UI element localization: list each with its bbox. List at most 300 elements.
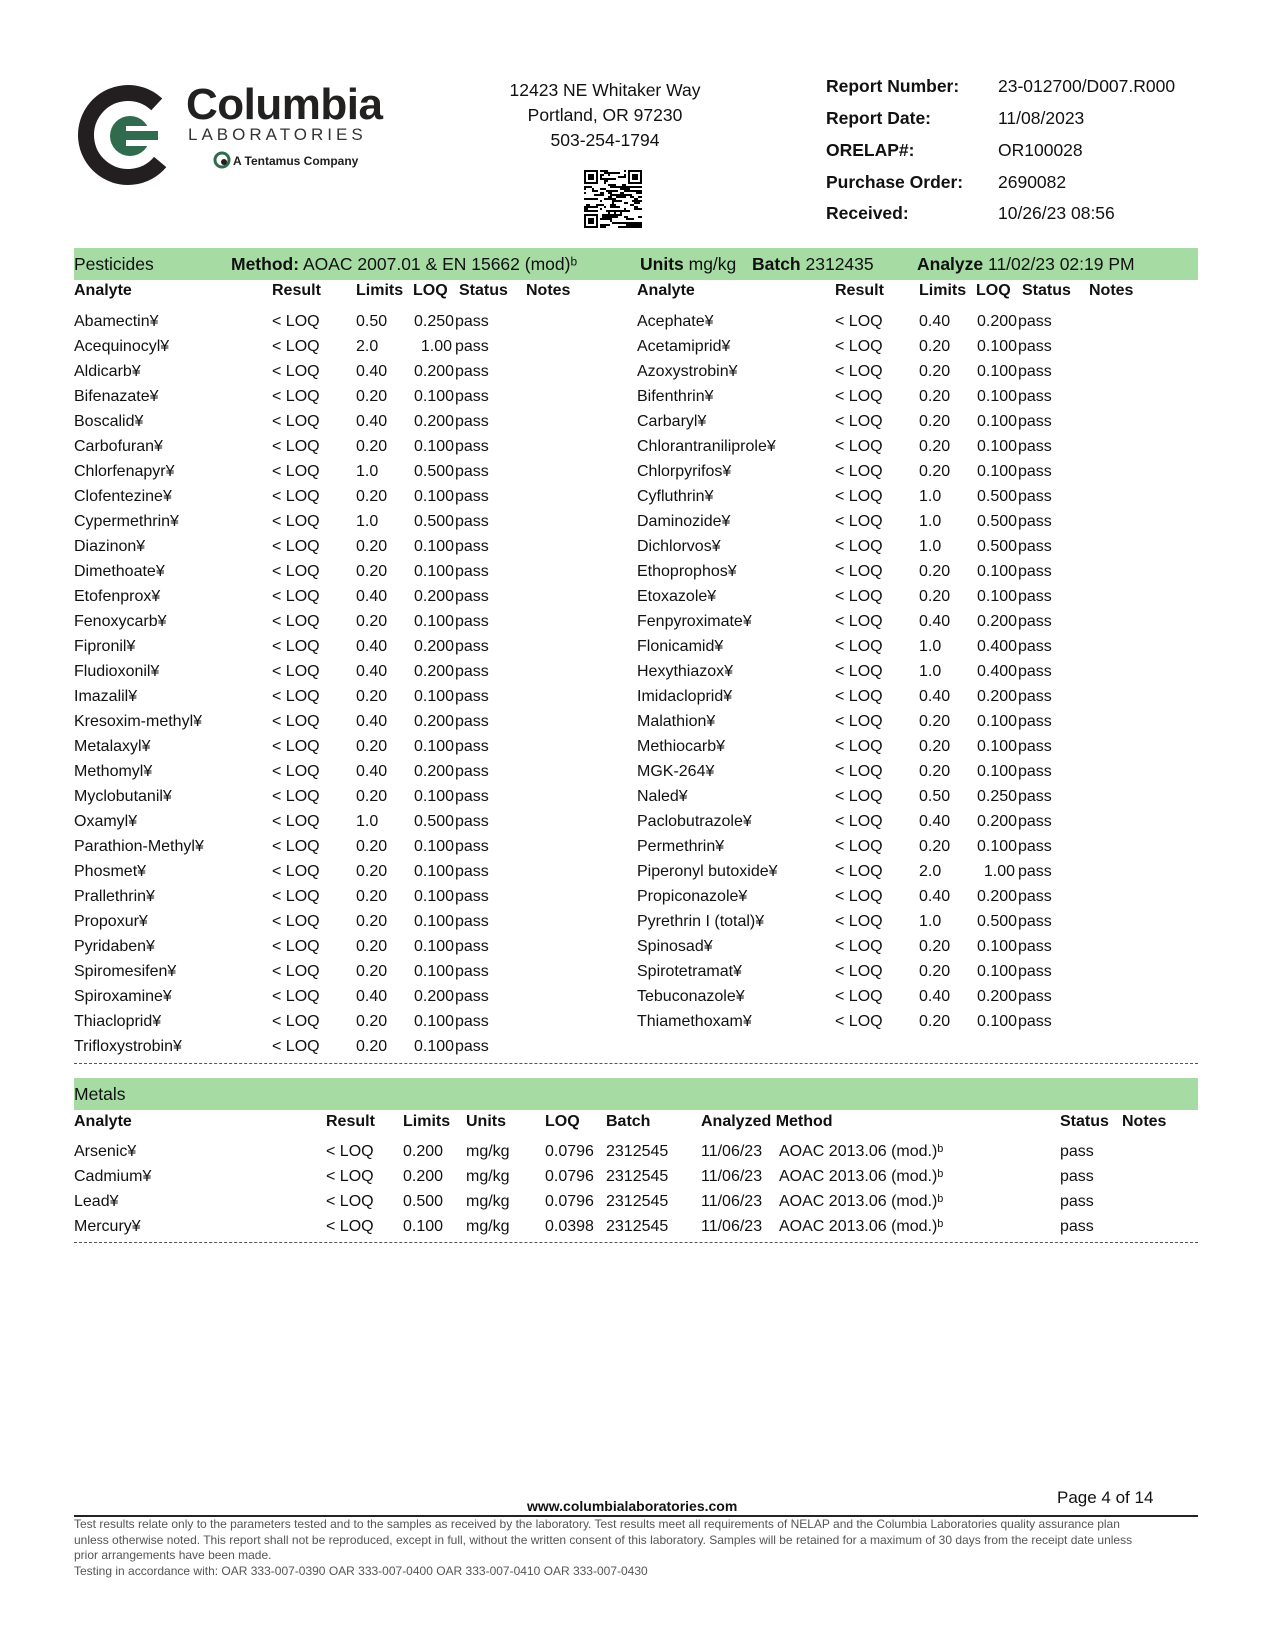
analyte-name: Malathion¥	[637, 713, 716, 730]
result-value: < LOQ	[835, 838, 883, 855]
limit-value: 0.20	[356, 1013, 388, 1030]
analyte-name: Permethrin¥	[637, 838, 725, 855]
limit-value: 0.20	[919, 563, 951, 580]
loq-value: 0.100	[414, 913, 455, 930]
status-value: pass	[455, 638, 489, 655]
loq-value: 0.200	[414, 363, 455, 380]
result-value: < LOQ	[272, 463, 320, 480]
col-header-status: Status	[459, 282, 508, 299]
loq-value: 0.100	[414, 888, 455, 905]
analyte-name: Naled¥	[637, 788, 688, 805]
analyte-name: Spiroxamine¥	[74, 988, 172, 1005]
analyte-name: Pyridaben¥	[74, 938, 155, 955]
result-value: < LOQ	[835, 938, 883, 955]
analyte-name: Spirotetramat¥	[637, 963, 742, 980]
limit-value: 0.20	[356, 888, 388, 905]
loq-value: 0.500	[977, 488, 1018, 505]
section-title: Metals	[74, 1084, 126, 1104]
units-value: mg/kg	[466, 1168, 510, 1185]
analyte-name: Clofentezine¥	[74, 488, 172, 505]
result-value: < LOQ	[326, 1168, 374, 1185]
analyte-name: Trifloxystrobin¥	[74, 1038, 182, 1055]
method-info	[231, 254, 577, 275]
col-header-result: Result	[326, 1113, 375, 1130]
status-value: pass	[1060, 1218, 1094, 1235]
result-value: < LOQ	[835, 613, 883, 630]
limit-value: 1.0	[356, 813, 379, 830]
status-value: pass	[1018, 413, 1052, 430]
loq-value: 0.200	[414, 638, 455, 655]
result-value: < LOQ	[835, 388, 883, 405]
analyte-name: Fipronil¥	[74, 638, 136, 655]
analyte-name: Lead¥	[74, 1193, 119, 1210]
batch-info	[752, 254, 874, 275]
analyte-name: Tebuconazole¥	[637, 988, 745, 1005]
limit-value: 0.20	[919, 963, 951, 980]
limit-value: 0.200	[403, 1168, 444, 1185]
report-number-value: 23-012700/D007.R000	[998, 76, 1176, 96]
disclaimer-line: Testing in accordance with: OAR 333-007-0390 OAR 333-007-0400 OAR 333-007-0410 OAR 333-007-0430	[74, 1563, 648, 1578]
limit-value: 0.20	[919, 738, 951, 755]
col-header-status: Status	[1060, 1113, 1109, 1130]
analyte-name: Propiconazole¥	[637, 888, 748, 905]
analyte-name: Metalaxyl¥	[74, 738, 151, 755]
loq-value: 0.0796	[545, 1143, 594, 1160]
status-value: pass	[1060, 1168, 1094, 1185]
analyte-name: Acequinocyl¥	[74, 338, 170, 355]
status-value: pass	[455, 363, 489, 380]
loq-value: 1.00	[983, 863, 1015, 880]
result-value: < LOQ	[835, 538, 883, 555]
status-value: pass	[1018, 813, 1052, 830]
analyte-name: Boscalid¥	[74, 413, 144, 430]
analyte-name: Phosmet¥	[74, 863, 147, 880]
section-divider	[74, 1063, 1198, 1064]
result-value: < LOQ	[272, 838, 320, 855]
section-title: Pesticides	[74, 254, 154, 274]
result-value: < LOQ	[835, 788, 883, 805]
analyte-name: MGK-264¥	[637, 763, 715, 780]
status-value: pass	[455, 338, 489, 355]
received-value: 10/26/23 08:56	[998, 203, 1115, 223]
method-value: AOAC 2007.01 & EN 15662 (mod)ᵇ	[302, 254, 578, 274]
analyte-name: Etofenprox¥	[74, 588, 161, 605]
col-header-analyzed-method: Analyzed Method	[701, 1113, 833, 1130]
status-value: pass	[1018, 738, 1052, 755]
loq-value: 0.200	[414, 763, 455, 780]
analyte-name: Arsenic¥	[74, 1143, 137, 1160]
metals-section-bar	[74, 1078, 1198, 1110]
status-value: pass	[455, 963, 489, 980]
col-header-loq: LOQ	[413, 282, 448, 299]
status-value: pass	[455, 613, 489, 630]
loq-value: 0.100	[977, 1013, 1018, 1030]
limit-value: 0.20	[919, 388, 951, 405]
disclaimer-line: prior arrangements have been made.	[74, 1548, 272, 1562]
status-value: pass	[455, 713, 489, 730]
batch-label: Batch	[752, 254, 801, 274]
col-header-result: Result	[835, 282, 884, 299]
page-number: Page 4 of 14	[1057, 1488, 1154, 1507]
loq-value: 0.200	[977, 988, 1018, 1005]
loq-value: 0.0398	[545, 1218, 594, 1235]
analyte-name: Cyfluthrin¥	[637, 488, 714, 505]
status-value: pass	[455, 738, 489, 755]
limit-value: 0.40	[919, 613, 951, 630]
units-value: mg/kg	[466, 1143, 510, 1160]
status-value: pass	[1018, 388, 1052, 405]
loq-value: 0.500	[977, 913, 1018, 930]
status-value: pass	[455, 838, 489, 855]
disclaimer	[74, 1517, 1198, 1579]
col-header-notes: Notes	[1089, 282, 1134, 299]
pesticides-section-bar	[74, 248, 1198, 280]
limit-value: 2.0	[356, 338, 379, 355]
result-value: < LOQ	[835, 438, 883, 455]
result-value: < LOQ	[272, 1038, 320, 1055]
analyte-name: Spinosad¥	[637, 938, 713, 955]
loq-value: 0.400	[977, 638, 1018, 655]
result-value: < LOQ	[326, 1143, 374, 1160]
result-value: < LOQ	[272, 988, 320, 1005]
analyte-name: Spiromesifen¥	[74, 963, 177, 980]
analyte-name: Pyrethrin I (total)¥	[637, 913, 765, 930]
analyte-name: Methiocarb¥	[637, 738, 726, 755]
loq-value: 0.100	[977, 938, 1018, 955]
limit-value: 0.50	[356, 313, 388, 330]
loq-value: 0.400	[977, 663, 1018, 680]
purchase-order-label: Purchase Order:	[826, 172, 964, 192]
limit-value: 0.40	[919, 888, 951, 905]
analyzed-date: 11/06/23	[701, 1168, 763, 1185]
limit-value: 0.40	[356, 763, 388, 780]
batch-value: 2312545	[606, 1143, 669, 1160]
limit-value: 1.0	[356, 513, 379, 530]
loq-value: 0.100	[414, 938, 455, 955]
loq-value: 0.250	[977, 788, 1018, 805]
status-value: pass	[455, 513, 489, 530]
result-value: < LOQ	[272, 813, 320, 830]
analyze-info	[917, 254, 1135, 275]
loq-value: 0.200	[977, 313, 1018, 330]
loq-value: 0.200	[414, 988, 455, 1005]
limit-value: 0.20	[356, 863, 388, 880]
analyzed-date: 11/06/23	[701, 1218, 763, 1235]
analyte-name: Acephate¥	[637, 313, 714, 330]
limit-value: 0.40	[356, 988, 388, 1005]
analyte-name: Paclobutrazole¥	[637, 813, 752, 830]
limit-value: 0.20	[919, 463, 951, 480]
result-value: < LOQ	[272, 938, 320, 955]
status-value: pass	[455, 413, 489, 430]
analyte-name: Mercury¥	[74, 1218, 141, 1235]
result-value: < LOQ	[272, 313, 320, 330]
col-header-result: Result	[272, 282, 321, 299]
analyte-name: Chlorfenapyr¥	[74, 463, 175, 480]
loq-value: 0.100	[414, 863, 455, 880]
result-value: < LOQ	[835, 713, 883, 730]
status-value: pass	[455, 463, 489, 480]
units-value: mg/kg	[688, 254, 737, 274]
col-header-loq: LOQ	[545, 1113, 580, 1130]
limit-value: 0.20	[356, 788, 388, 805]
limit-value: 0.20	[356, 613, 388, 630]
loq-value: 0.100	[414, 788, 455, 805]
result-value: < LOQ	[272, 363, 320, 380]
limit-value: 0.20	[919, 838, 951, 855]
limit-value: 0.20	[356, 538, 388, 555]
result-value: < LOQ	[272, 788, 320, 805]
loq-value: 0.200	[414, 413, 455, 430]
loq-value: 0.100	[414, 838, 455, 855]
result-value: < LOQ	[835, 638, 883, 655]
status-value: pass	[1018, 613, 1052, 630]
website-link[interactable]: www.columbialaboratories.com	[527, 1498, 738, 1514]
limit-value: 0.20	[919, 713, 951, 730]
analyte-name: Prallethrin¥	[74, 888, 155, 905]
status-value: pass	[455, 438, 489, 455]
col-header-analyte: Analyte	[74, 282, 132, 299]
status-value: pass	[1018, 938, 1052, 955]
report-date-label: Report Date:	[826, 108, 932, 128]
status-value: pass	[455, 813, 489, 830]
result-value: < LOQ	[272, 563, 320, 580]
loq-value: 0.200	[414, 588, 455, 605]
loq-value: 0.100	[977, 963, 1018, 980]
limit-value: 0.20	[919, 588, 951, 605]
loq-value: 0.100	[977, 738, 1018, 755]
analyze-value: 11/02/23 02:19 PM	[988, 254, 1135, 274]
loq-value: 0.100	[414, 388, 455, 405]
analyte-name: Imidacloprid¥	[637, 688, 733, 705]
result-value: < LOQ	[835, 363, 883, 380]
tentamus-icon	[213, 150, 231, 170]
result-value: < LOQ	[835, 688, 883, 705]
limit-value: 0.40	[356, 413, 388, 430]
result-value: < LOQ	[272, 613, 320, 630]
purchase-order-value: 2690082	[998, 172, 1067, 192]
loq-value: 0.100	[977, 563, 1018, 580]
section-divider	[74, 1242, 1198, 1243]
batch-value: 2312545	[606, 1168, 669, 1185]
result-value: < LOQ	[835, 813, 883, 830]
status-value: pass	[455, 488, 489, 505]
analyte-name: Chlorpyrifos¥	[637, 463, 732, 480]
status-value: pass	[1018, 1013, 1052, 1030]
company-logo	[78, 80, 408, 190]
status-value: pass	[1018, 963, 1052, 980]
analyte-name: Piperonyl butoxide¥	[637, 863, 778, 880]
result-value: < LOQ	[835, 913, 883, 930]
result-value: < LOQ	[835, 588, 883, 605]
units-label: Units	[640, 254, 684, 274]
analyte-name: Thiamethoxam¥	[637, 1013, 752, 1030]
status-value: pass	[1018, 663, 1052, 680]
result-value: < LOQ	[326, 1193, 374, 1210]
status-value: pass	[455, 1038, 489, 1055]
result-value: < LOQ	[835, 1013, 883, 1030]
analyte-name: Dimethoate¥	[74, 563, 165, 580]
analyte-name: Etoxazole¥	[637, 588, 717, 605]
logo-tagline: A Tentamus Company	[233, 154, 359, 168]
status-value: pass	[1018, 338, 1052, 355]
received-label: Received:	[826, 203, 909, 223]
loq-value: 0.100	[977, 463, 1018, 480]
analyte-name: Propoxur¥	[74, 913, 148, 930]
limit-value: 0.20	[356, 563, 388, 580]
result-value: < LOQ	[835, 763, 883, 780]
status-value: pass	[1018, 513, 1052, 530]
batch-value: 2312435	[805, 254, 874, 274]
status-value: pass	[455, 1013, 489, 1030]
result-value: < LOQ	[835, 988, 883, 1005]
result-value: < LOQ	[272, 513, 320, 530]
loq-value: 0.100	[977, 413, 1018, 430]
limit-value: 0.20	[356, 913, 388, 930]
status-value: pass	[1060, 1193, 1094, 1210]
limit-value: 0.20	[356, 738, 388, 755]
result-value: < LOQ	[272, 713, 320, 730]
result-value: < LOQ	[835, 963, 883, 980]
analyzed-date: 11/06/23	[701, 1143, 763, 1160]
status-value: pass	[1018, 788, 1052, 805]
loq-value: 0.0796	[545, 1168, 594, 1185]
analyte-name: Dichlorvos¥	[637, 538, 721, 555]
logo-wordmark: Columbia	[186, 80, 383, 129]
limit-value: 0.20	[919, 363, 951, 380]
analyte-name: Cadmium¥	[74, 1168, 152, 1185]
col-header-analyte: Analyte	[74, 1113, 132, 1130]
result-value: < LOQ	[272, 413, 320, 430]
batch-value: 2312545	[606, 1218, 669, 1235]
col-header-status: Status	[1022, 282, 1071, 299]
analyte-name: Bifenthrin¥	[637, 388, 714, 405]
result-value: < LOQ	[272, 913, 320, 930]
status-value: pass	[455, 663, 489, 680]
result-value: < LOQ	[272, 738, 320, 755]
status-value: pass	[455, 563, 489, 580]
result-value: < LOQ	[272, 888, 320, 905]
limit-value: 0.200	[403, 1143, 444, 1160]
col-header-batch: Batch	[606, 1113, 651, 1130]
loq-value: 0.500	[414, 513, 455, 530]
analyte-name: Kresoxim-methyl¥	[74, 713, 203, 730]
logo-subtitle: LABORATORIES	[188, 125, 367, 144]
col-header-limits: Limits	[919, 282, 967, 299]
disclaimer-line: Test results relate only to the parameters tested and to the samples as received by the laboratory. Test results meet all requirements of NELAP and the Columbia Laboratories quality assurance plan	[74, 1517, 1120, 1531]
limit-value: 1.0	[919, 538, 942, 555]
loq-value: 0.100	[977, 338, 1018, 355]
orelap-label: ORELAP#:	[826, 140, 915, 160]
result-value: < LOQ	[835, 563, 883, 580]
status-value: pass	[1018, 363, 1052, 380]
units-value: mg/kg	[466, 1193, 510, 1210]
lab-address	[480, 78, 730, 153]
limit-value: 0.20	[919, 413, 951, 430]
analyte-name: Diazinon¥	[74, 538, 146, 555]
limit-value: 0.50	[919, 788, 951, 805]
analyte-name: Ethoprophos¥	[637, 563, 737, 580]
analyte-name: Fenoxycarb¥	[74, 613, 167, 630]
status-value: pass	[1018, 538, 1052, 555]
loq-value: 0.100	[414, 438, 455, 455]
loq-value: 0.0796	[545, 1193, 594, 1210]
result-value: < LOQ	[835, 513, 883, 530]
limit-value: 0.500	[403, 1193, 444, 1210]
status-value: pass	[1018, 988, 1052, 1005]
loq-value: 0.100	[977, 438, 1018, 455]
loq-value: 0.100	[977, 838, 1018, 855]
batch-value: 2312545	[606, 1193, 669, 1210]
loq-value: 0.100	[977, 363, 1018, 380]
col-header-limits: Limits	[356, 282, 404, 299]
loq-value: 0.100	[414, 1038, 455, 1055]
result-value: < LOQ	[272, 663, 320, 680]
columbia-logo-icon	[78, 80, 178, 190]
loq-value: 0.500	[414, 813, 455, 830]
limit-value: 0.20	[919, 338, 951, 355]
status-value: pass	[1018, 763, 1052, 780]
status-value: pass	[455, 388, 489, 405]
limit-value: 0.20	[356, 838, 388, 855]
result-value: < LOQ	[835, 488, 883, 505]
limit-value: 1.0	[919, 913, 942, 930]
status-value: pass	[455, 863, 489, 880]
status-value: pass	[1018, 563, 1052, 580]
result-value: < LOQ	[272, 863, 320, 880]
status-value: pass	[455, 913, 489, 930]
limit-value: 0.40	[356, 588, 388, 605]
limit-value: 0.40	[919, 813, 951, 830]
limit-value: 1.0	[919, 638, 942, 655]
result-value: < LOQ	[272, 688, 320, 705]
result-value: < LOQ	[272, 438, 320, 455]
loq-value: 0.100	[977, 588, 1018, 605]
analyte-name: Azoxystrobin¥	[637, 363, 738, 380]
limit-value: 0.20	[356, 1038, 388, 1055]
analyte-name: Parathion-Methyl¥	[74, 838, 204, 855]
loq-value: 0.100	[414, 738, 455, 755]
limit-value: 0.20	[356, 488, 388, 505]
phone-number: 503-254-1794	[550, 130, 660, 150]
status-value: pass	[1018, 438, 1052, 455]
status-value: pass	[1018, 488, 1052, 505]
limit-value: 2.0	[919, 863, 942, 880]
units-info	[640, 254, 736, 275]
loq-value: 0.200	[977, 688, 1018, 705]
limit-value: 0.20	[919, 763, 951, 780]
status-value: pass	[1018, 688, 1052, 705]
result-value: < LOQ	[835, 663, 883, 680]
limit-value: 0.20	[356, 688, 388, 705]
status-value: pass	[455, 688, 489, 705]
analyte-name: Bifenazate¥	[74, 388, 159, 405]
col-header-notes: Notes	[526, 282, 571, 299]
analyte-name: Carbaryl¥	[637, 413, 707, 430]
col-header-loq: LOQ	[976, 282, 1011, 299]
status-value: pass	[455, 938, 489, 955]
loq-value: 0.100	[414, 488, 455, 505]
result-value: < LOQ	[272, 763, 320, 780]
limit-value: 0.20	[919, 438, 951, 455]
method-label: Method:	[231, 254, 300, 274]
analyte-name: Thiacloprid¥	[74, 1013, 162, 1030]
loq-value: 0.100	[414, 613, 455, 630]
status-value: pass	[1018, 913, 1052, 930]
loq-value: 0.500	[977, 538, 1018, 555]
analyzed-date: 11/06/23	[701, 1193, 763, 1210]
status-value: pass	[455, 588, 489, 605]
